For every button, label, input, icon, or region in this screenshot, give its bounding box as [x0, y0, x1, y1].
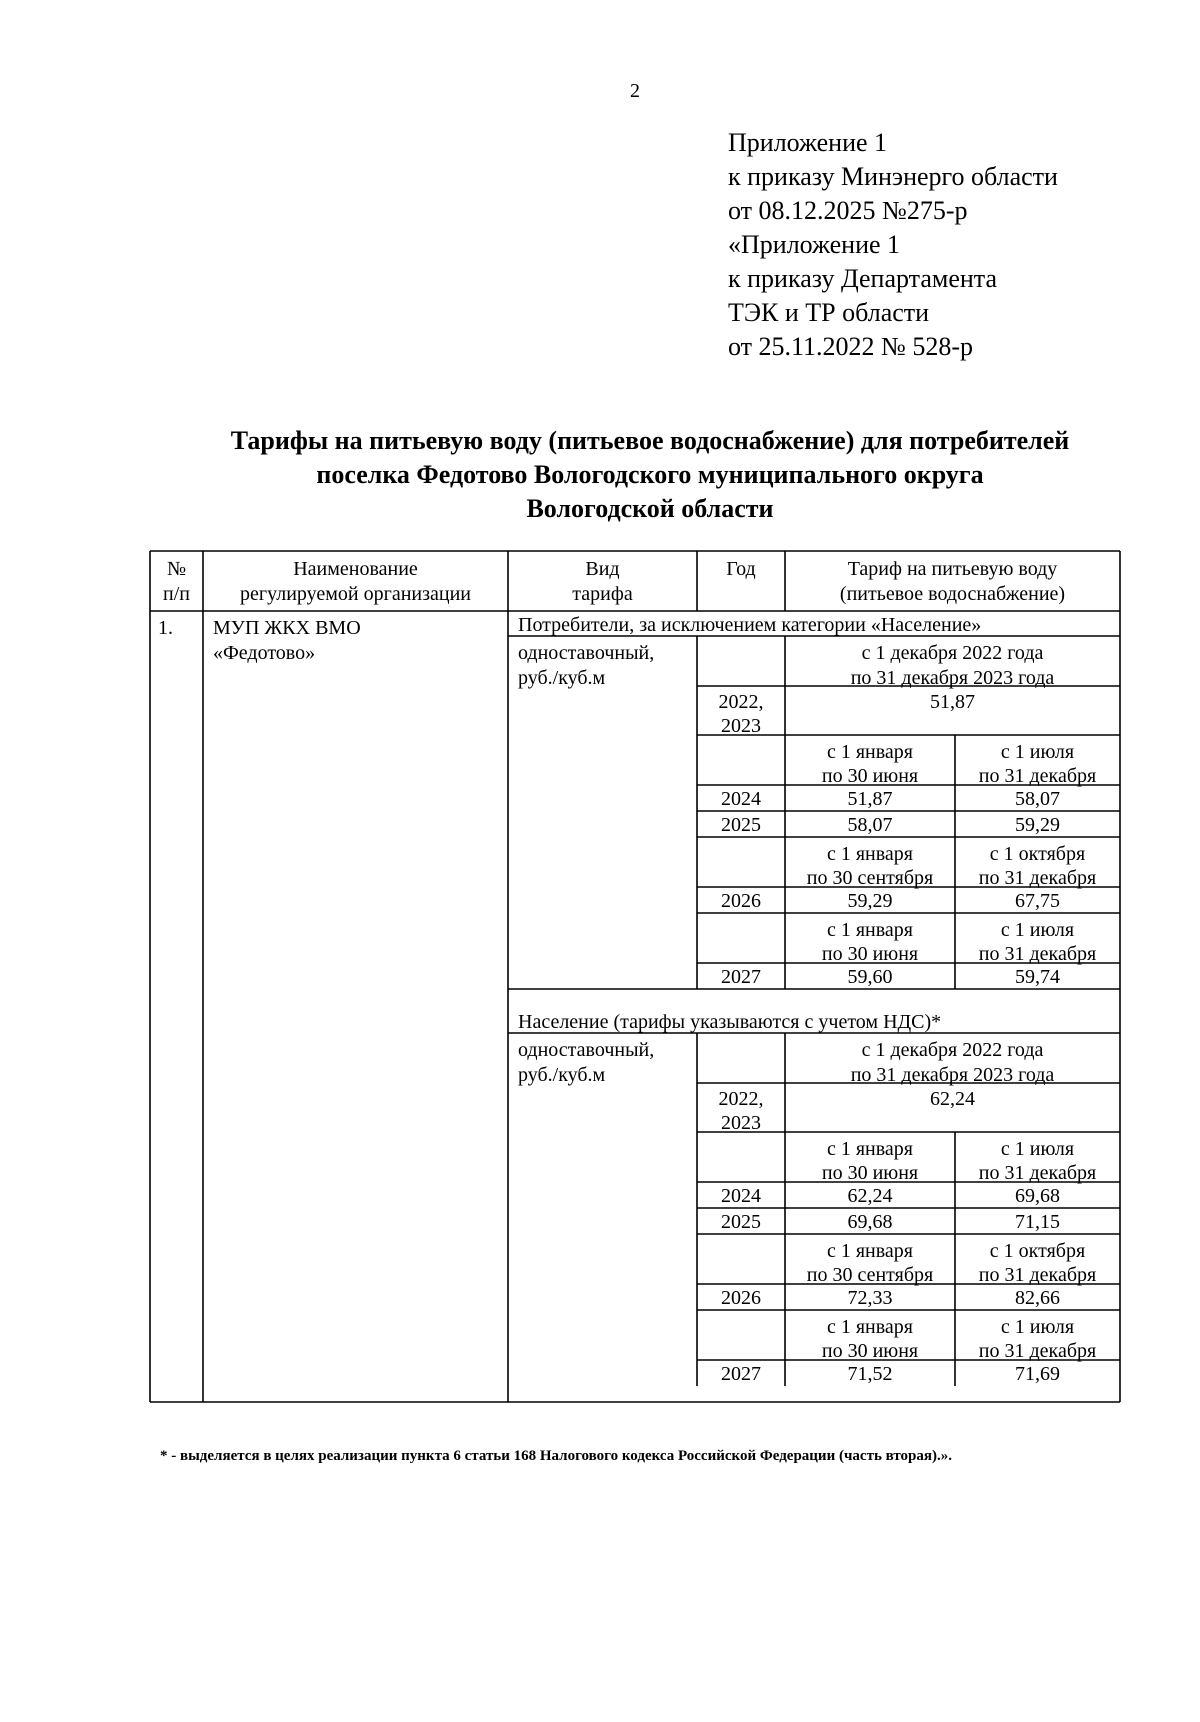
tariff-value: 51,87: [930, 691, 975, 713]
period-label: с 1 июля: [1000, 1138, 1075, 1160]
tariff-value: 69,68: [1015, 1185, 1060, 1207]
period-label: с 1 января: [826, 919, 914, 941]
header-year: Год: [726, 558, 756, 580]
org-name: МУП ЖКХ ВМО: [213, 617, 361, 639]
period-label: с 1 октября: [989, 1240, 1086, 1262]
appendix-line: «Приложение 1: [728, 230, 901, 259]
org-name: «Федотово»: [213, 642, 316, 664]
tariff-type: руб./куб.м: [518, 1064, 606, 1086]
period-label: по 31 декабря: [978, 1264, 1097, 1286]
tariff-value: 62,24: [847, 1185, 893, 1207]
period-label: с 1 октября: [989, 843, 1086, 865]
header-tariff: Тариф на питьевую воду: [847, 558, 1058, 580]
tariff-type: руб./куб.м: [518, 667, 606, 689]
year-cell: 2026: [721, 890, 761, 912]
appendix-line: к приказу Минэнерго области: [728, 162, 1058, 191]
row-number: 1.: [158, 617, 173, 639]
tariff-value: 67,75: [1015, 890, 1060, 912]
footnote: * - выделяется в целях реализации пункта 6 статьи 168 Налогового кодекса Российской Федерации (часть вторая).».: [160, 1448, 952, 1464]
header-org: регулируемой организации: [240, 583, 471, 605]
year-cell: 2027: [721, 1363, 761, 1385]
period-label: по 30 июня: [821, 1340, 919, 1362]
year-cell: 2025: [721, 814, 761, 836]
period-label: с 1 января: [826, 1138, 914, 1160]
year-cell: 2023: [721, 1112, 761, 1134]
tariff-value: 62,24: [930, 1088, 975, 1110]
period-label: с 1 июля: [1000, 919, 1075, 941]
year-cell: 2022,: [718, 1088, 764, 1110]
tariff-value: 59,29: [847, 890, 893, 912]
year-cell: 2023: [721, 715, 761, 737]
period-label: по 30 июня: [821, 1162, 919, 1184]
tariff-value: 58,07: [847, 814, 893, 836]
tariff-value: 59,29: [1015, 814, 1060, 836]
tariff-value: 72,33: [847, 1287, 893, 1309]
header-type: Вид: [585, 558, 620, 580]
period-label: по 31 декабря: [978, 765, 1097, 787]
year-cell: 2022,: [718, 691, 764, 713]
period-label: по 31 декабря: [978, 943, 1097, 965]
period-label: с 1 января: [826, 1240, 914, 1262]
year-cell: 2026: [721, 1287, 761, 1309]
tariff-value: 69,68: [847, 1211, 893, 1233]
title-line: Вологодской области: [526, 494, 774, 523]
title-line: поселка Федотово Вологодского муниципального округа: [316, 460, 984, 489]
period-label: по 31 декабря: [978, 1162, 1097, 1184]
period-label: по 30 сентября: [806, 867, 934, 889]
header-num: п/п: [163, 583, 190, 605]
year-cell: 2024: [721, 1185, 761, 1207]
period-label: с 1 июля: [1000, 741, 1075, 763]
year-cell: 2025: [721, 1211, 761, 1233]
period-label: по 31 декабря: [978, 1340, 1097, 1362]
period-label: с 1 января: [826, 843, 914, 865]
year-cell: 2027: [721, 966, 761, 988]
appendix-line: к приказу Департамента: [728, 264, 998, 293]
tariff-type: одноставочный,: [518, 1039, 655, 1061]
period-label: по 31 декабря 2023 года: [850, 1064, 1055, 1086]
appendix-line: от 25.11.2022 № 528-р: [728, 332, 974, 361]
page-number: 2: [630, 80, 640, 102]
tariff-value: 59,60: [847, 966, 893, 988]
tariff-type: одноставочный,: [518, 642, 655, 664]
title-line: Тарифы на питьевую воду (питьевое водоснабжение) для потребителей: [230, 426, 1070, 455]
period-label: по 30 июня: [821, 943, 919, 965]
period-label: по 31 декабря: [978, 867, 1097, 889]
tariff-value: 71,15: [1015, 1211, 1060, 1233]
section-label: Потребители, за исключением категории «Население»: [518, 614, 982, 636]
period-label: с 1 декабря 2022 года: [861, 642, 1044, 664]
year-cell: 2024: [721, 788, 761, 810]
header-org: Наименование: [293, 558, 418, 580]
header-type: тарифа: [572, 583, 633, 605]
appendix-line: Приложение 1: [728, 128, 888, 157]
period-label: с 1 января: [826, 741, 914, 763]
period-label: по 30 сентября: [806, 1264, 934, 1286]
section-label: Население (тарифы указываются с учетом НДС)*: [518, 1011, 942, 1033]
tariff-value: 58,07: [1015, 788, 1060, 810]
tariff-value: 71,52: [847, 1363, 893, 1385]
tariff-value: 59,74: [1015, 966, 1060, 988]
tariff-value: 82,66: [1015, 1287, 1060, 1309]
header-tariff: (питьевое водоснабжение): [839, 583, 1066, 605]
appendix-line: ТЭК и ТР области: [728, 298, 930, 327]
period-label: с 1 января: [826, 1316, 914, 1338]
tariff-value: 71,69: [1015, 1363, 1060, 1385]
appendix-line: от 08.12.2025 №275-р: [728, 196, 968, 225]
period-label: по 30 июня: [821, 765, 919, 787]
period-label: по 31 декабря 2023 года: [850, 667, 1055, 689]
period-label: с 1 декабря 2022 года: [861, 1039, 1044, 1061]
header-num: №: [166, 558, 187, 580]
tariff-value: 51,87: [847, 788, 893, 810]
period-label: с 1 июля: [1000, 1316, 1075, 1338]
